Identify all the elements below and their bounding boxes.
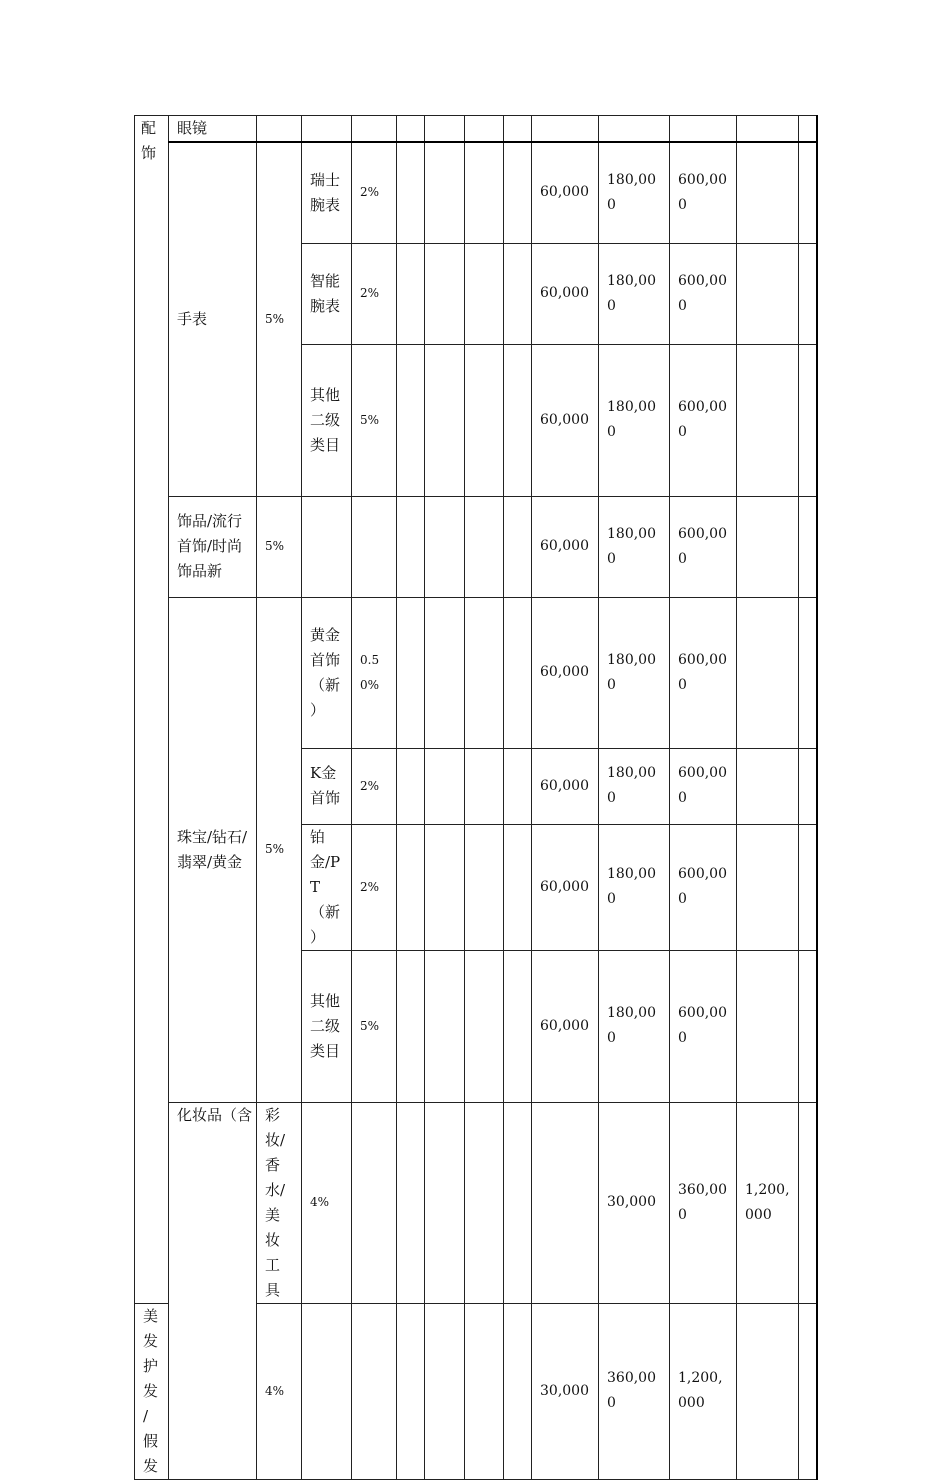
max-cell: 600,000 [670, 824, 737, 950]
mid-cell: 180,000 [599, 344, 670, 496]
table-row-makeup [135, 1102, 817, 1303]
min-cell: 60,000 [532, 597, 599, 748]
min-cell: 60,000 [532, 142, 599, 243]
max-cell: 600,000 [670, 748, 737, 824]
level1-cell: 珠宝/钻石/翡翠/黄金 [169, 597, 257, 1102]
level2-rate-cell: 0.50% [352, 597, 397, 748]
level2-cell: 其他二级类目 [302, 344, 352, 496]
min-cell: 60,000 [532, 243, 599, 344]
level2-rate-cell: 2% [352, 748, 397, 824]
level2-cell: 黄金首饰（新） [302, 597, 352, 748]
min-cell: 30,000 [532, 1303, 599, 1479]
rate-cell: 5% [257, 142, 302, 496]
level2-cell: 铂金/PT（新） [302, 824, 352, 950]
rate-cell: 4% [302, 1102, 352, 1303]
max-cell: 600,000 [670, 597, 737, 748]
table-row-glasses [135, 116, 817, 143]
table-row-swiss-watch [135, 142, 817, 243]
min-cell: 60,000 [532, 496, 599, 597]
level2-cell: K金首饰 [302, 748, 352, 824]
max-cell: 600,000 [670, 142, 737, 243]
min-cell: 60,000 [532, 344, 599, 496]
level2-cell: 瑞士腕表 [302, 142, 352, 243]
level2-cell: 智能腕表 [302, 243, 352, 344]
min-cell: 60,000 [532, 950, 599, 1102]
max-cell: 1,200,000 [670, 1303, 737, 1479]
max-cell: 600,000 [670, 496, 737, 597]
level1-cell: 彩妆/香水/美妆工具 [257, 1102, 302, 1303]
level2-rate-cell: 2% [352, 142, 397, 243]
mid-cell: 180,000 [599, 597, 670, 748]
max-cell: 600,000 [670, 950, 737, 1102]
rate-cell: 5% [257, 496, 302, 597]
mid-cell: 180,000 [599, 950, 670, 1102]
level2-rate-cell: 2% [352, 824, 397, 950]
max-cell: 600,000 [670, 243, 737, 344]
max-cell: 1,200,000 [737, 1102, 799, 1303]
level2-cell: 其他二级类目 [302, 950, 352, 1102]
mid-cell: 180,000 [599, 496, 670, 597]
mid-cell: 360,000 [599, 1303, 670, 1479]
max-cell: 600,000 [670, 344, 737, 496]
mid-cell: 360,000 [670, 1102, 737, 1303]
rate-cell: 5% [257, 597, 302, 1102]
fee-table [134, 115, 818, 1480]
level2-rate-cell: 5% [352, 344, 397, 496]
mid-cell: 180,000 [599, 142, 670, 243]
level1-cell: 眼镜 [169, 116, 257, 143]
mid-cell: 180,000 [599, 748, 670, 824]
category-accessories: 配饰 [135, 116, 169, 1304]
level1-cell: 美发护发/假发 [135, 1303, 169, 1479]
level1-cell: 手表 [169, 142, 257, 496]
min-cell: 60,000 [532, 824, 599, 950]
level2-rate-cell: 5% [352, 950, 397, 1102]
min-cell: 30,000 [599, 1102, 670, 1303]
rate-cell: 4% [257, 1303, 302, 1479]
table-row-fashion-jewelry [135, 496, 817, 597]
level2-rate-cell: 2% [352, 243, 397, 344]
mid-cell: 180,000 [599, 243, 670, 344]
table-row-gold [135, 597, 817, 748]
category-cosmetics: 化妆品（含 [169, 1102, 257, 1479]
min-cell: 60,000 [532, 748, 599, 824]
mid-cell: 180,000 [599, 824, 670, 950]
level1-cell: 饰品/流行首饰/时尚饰品新 [169, 496, 257, 597]
